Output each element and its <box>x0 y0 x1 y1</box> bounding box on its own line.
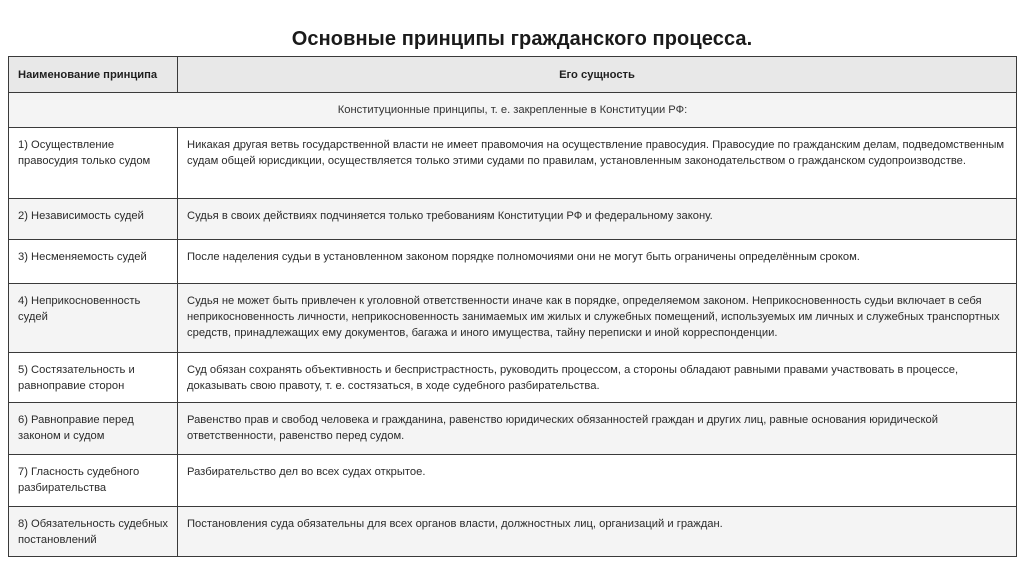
table-row <box>9 353 1017 403</box>
essence-cell: Никакая другая ветвь государственной власти не имеет правомочия на осуществление правосудия. Правосудие по гражданским делам, подведомственным судам общей юрисдикции, осуществляется только этими судами по правилам, установленным законодательством о гражданском судопроизводстве. <box>178 128 1017 199</box>
table-row <box>9 240 1017 284</box>
essence-cell: Разбирательство дел во всех судах открытое. <box>178 455 1017 507</box>
essence-cell: После наделения судьи в установленном законом порядке полномочиями они не могут быть ограничены определённым сроком. <box>178 240 1017 284</box>
essence-cell: Равенство прав и свобод человека и гражданина, равенство юридических обязанностей граждан и других лиц, равные основания юридической ответственности, равенство перед судом. <box>178 403 1017 455</box>
header-essence: Его сущность <box>178 57 1017 93</box>
principles-table <box>8 56 1017 557</box>
principle-cell: 8) Обязательность судебных постановлений <box>9 507 178 557</box>
table-header-row <box>9 57 1017 93</box>
essence-cell: Суд обязан сохранять объективность и беспристрастность, руководить процессом, а стороны обладают равными правами участвовать в процессе, доказывать свою правоту, т. е. состязаться, в ходе судебного разбирательства. <box>178 353 1017 403</box>
essence-cell: Судья в своих действиях подчиняется только требованиям Конституции РФ и федеральному закону. <box>178 199 1017 240</box>
essence-cell: Постановления суда обязательны для всех органов власти, должностных лиц, организаций и граждан. <box>178 507 1017 557</box>
principle-cell: 5) Состязательность и равноправие сторон <box>9 353 178 403</box>
principle-cell: 1) Осуществление правосудия только судом <box>9 128 178 199</box>
section-row-constitutional <box>9 93 1017 128</box>
principle-cell: 7) Гласность судебного разбирательства <box>9 455 178 507</box>
table-row <box>9 507 1017 557</box>
principle-cell: 2) Независимость судей <box>9 199 178 240</box>
principle-cell: 3) Несменяемость судей <box>9 240 178 284</box>
principle-cell: 6) Равноправие перед законом и судом <box>9 403 178 455</box>
essence-cell: Судья не может быть привлечен к уголовной ответственности иначе как в порядке, определяемом законом. Неприкосновенность судьи включает в себя неприкосновенность личности, неприкосновенность занимаемых им жилых и служебных помещений, используемых им личных и служебных транспортных средств, принадлежащих ему документов, багажа и иного имущества, тайну переписки и иной корреспонденции. <box>178 284 1017 353</box>
header-principle-name: Наименование принципа <box>9 57 178 93</box>
table-row <box>9 455 1017 507</box>
principle-cell: 4) Неприкосновенность судей <box>9 284 178 353</box>
table-row <box>9 199 1017 240</box>
table-row <box>9 403 1017 455</box>
table-row <box>9 284 1017 353</box>
page-title: Основные принципы гражданского процесса. <box>291 28 753 50</box>
table-row <box>9 128 1017 199</box>
section-label: Конституционные принципы, т. е. закрепленные в Конституции РФ: <box>9 93 1017 128</box>
